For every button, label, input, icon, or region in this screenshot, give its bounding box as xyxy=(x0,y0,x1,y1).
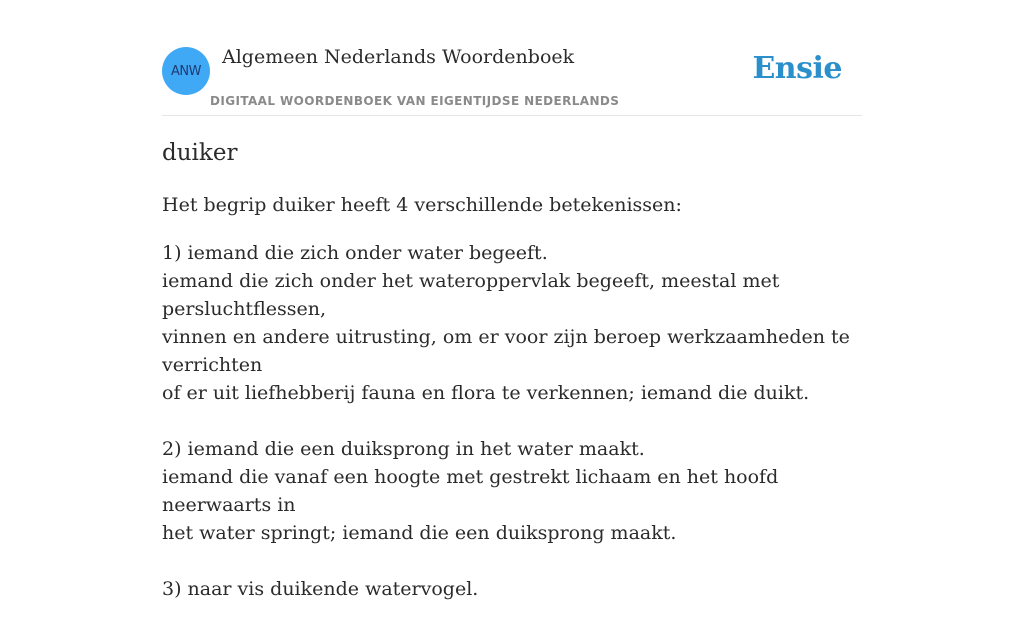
meaning-definition-line: of er uit liefhebberij fauna en flora te verkennen; iemand die duikt. xyxy=(162,382,810,404)
meaning-definition-line: iemand die vanaf een hoogte met gestrekt lichaam en het hoofd neerwaarts in xyxy=(162,466,779,516)
anw-logo[interactable] xyxy=(162,47,210,95)
logo-text: ANW xyxy=(171,63,201,79)
site-subtitle: DIGITAAL WOORDENBOEK VAN EIGENTIJDSE NEDERLANDS xyxy=(210,94,620,108)
meaning-title: 3) naar vis duikende watervogel. xyxy=(162,578,479,600)
meanings-list xyxy=(162,239,868,631)
ensie-brand-link[interactable]: Ensie xyxy=(752,51,842,86)
meaning-item xyxy=(162,575,868,603)
meaning-title: 2) iemand die een duiksprong in het water maakt. xyxy=(162,438,645,460)
entry-intro: Het begrip duiker heeft 4 verschillende betekenissen: xyxy=(162,194,682,216)
entry-headword: duiker xyxy=(162,140,238,166)
page-container xyxy=(162,0,862,600)
meaning-item xyxy=(162,435,868,547)
site-title[interactable]: Algemeen Nederlands Woordenboek xyxy=(222,46,575,68)
meaning-title: 1) iemand die zich onder water begeeft. xyxy=(162,242,548,264)
meaning-definition-line: iemand die zich onder het wateroppervlak begeeft, meestal met persluchtflessen, xyxy=(162,270,780,320)
meaning-item xyxy=(162,239,868,407)
site-header xyxy=(162,0,862,116)
meaning-definition-line: het water springt; iemand die een duiksprong maakt. xyxy=(162,522,677,544)
meaning-definition-line: vinnen en andere uitrusting, om er voor zijn beroep werkzaamheden te verrichten xyxy=(162,326,850,376)
